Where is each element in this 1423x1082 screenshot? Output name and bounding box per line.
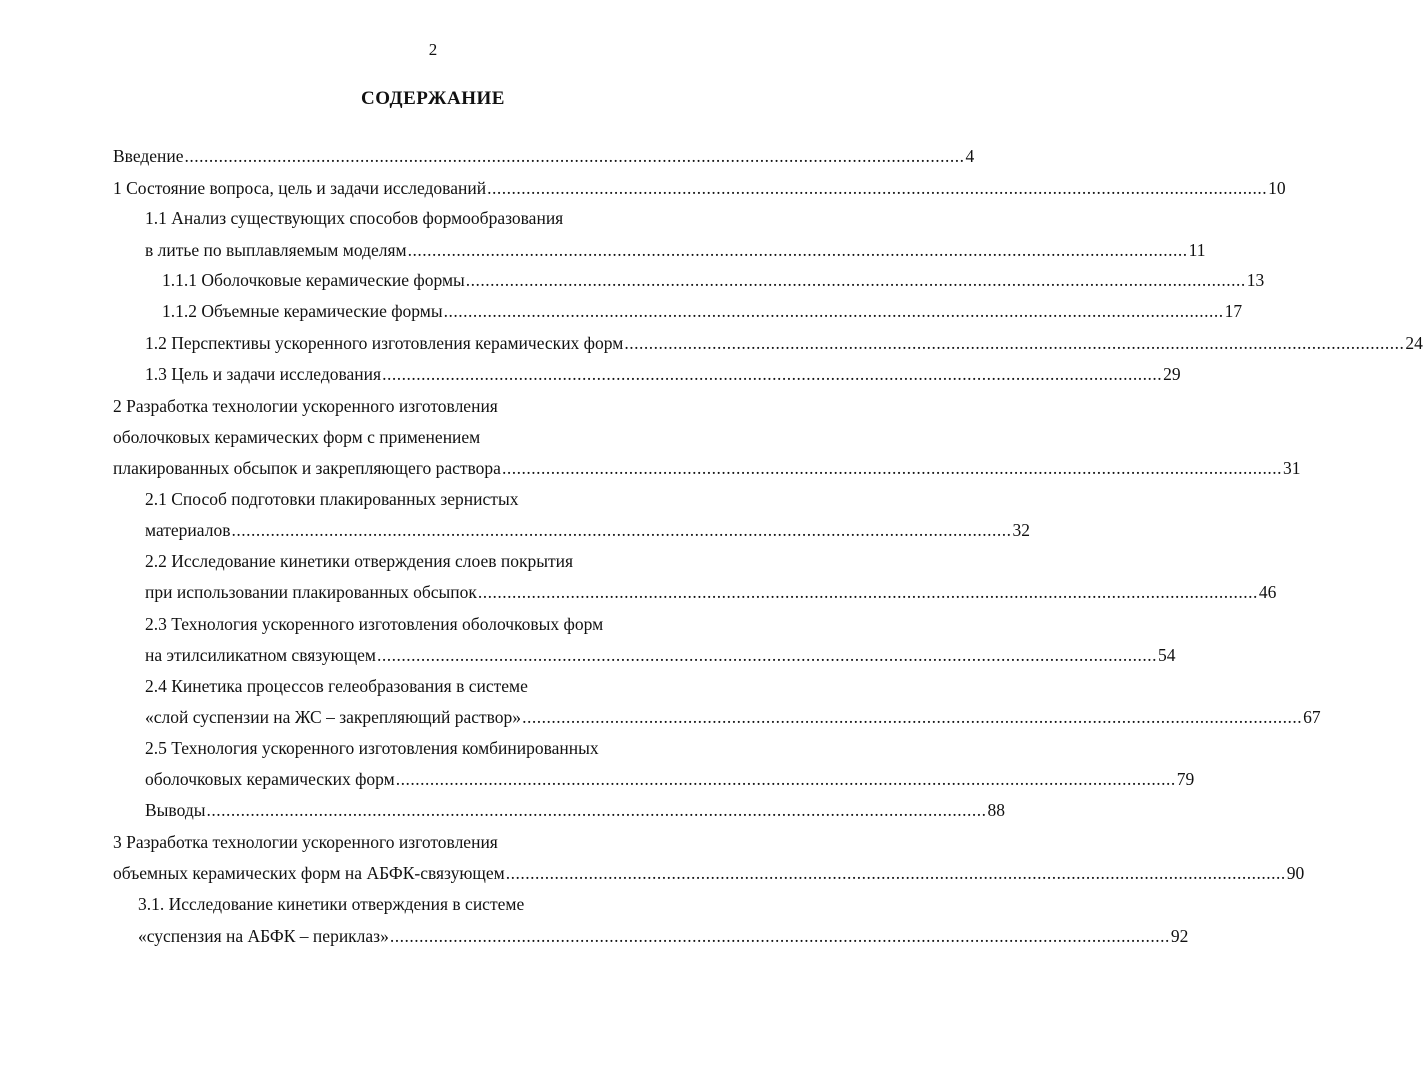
toc-entry-chapter-2-line2: оболочковых керамических форм с применением — [113, 427, 481, 447]
toc-entry-2-1[interactable] — [145, 520, 1030, 544]
toc-entry-2-4-line1: 2.4 Кинетика процессов гелеобразования в системе — [145, 676, 528, 696]
dot-leader: ................................................................................................................................................................ — [376, 645, 1157, 665]
toc-entry-text: плакированных обсыпок и закрепляющего раствора — [113, 458, 501, 478]
toc-entry-3-1-line1: 3.1. Исследование кинетики отверждения в системе — [138, 894, 525, 914]
toc-page-number: 90 — [1286, 863, 1305, 883]
toc-entry-2-4[interactable] — [145, 707, 1321, 731]
toc-entry-chapter-2-line1: 2 Разработка технологии ускоренного изготовления — [113, 396, 498, 416]
toc-entry-chapter-1[interactable] — [113, 178, 1286, 202]
dot-leader: ................................................................................................................................................................ — [487, 178, 1268, 198]
toc-page-number: 32 — [1012, 520, 1030, 540]
toc-entry-text: на этилсиликатном связующем — [145, 645, 376, 665]
toc-entry-text: в литье по выплавляемым моделям — [145, 240, 407, 260]
toc-page-number: 24 — [1405, 333, 1423, 353]
toc-entry-text: «суспензия на АБФК – периклаз» — [138, 926, 389, 946]
toc-page-number: 10 — [1268, 178, 1286, 198]
dot-leader: ................................................................................................................................................................ — [624, 333, 1405, 353]
toc-entry-text: 1.3 Цель и задачи исследования — [145, 364, 382, 384]
dot-leader: ................................................................................................................................................................ — [477, 582, 1258, 602]
dot-leader: ................................................................................................................................................................ — [382, 364, 1163, 384]
toc-entry-1-1-2[interactable] — [162, 301, 1243, 325]
page-number: 2 — [428, 40, 438, 59]
toc-entry-conclusions[interactable] — [145, 800, 1005, 824]
toc-entry-text: 1.2 Перспективы ускоренного изготовления керамических форм — [145, 333, 624, 353]
dot-leader: ................................................................................................................................................................ — [501, 458, 1282, 478]
toc-page-number: 67 — [1303, 707, 1321, 727]
toc-entry-text: объемных керамических форм на АБФК-связующем — [113, 863, 505, 883]
dot-leader: ................................................................................................................................................................ — [407, 240, 1188, 260]
toc-entry-chapter-3[interactable] — [113, 863, 1305, 887]
toc-entry-2-2-line1: 2.2 Исследование кинетики отверждения слоев покрытия — [145, 551, 574, 571]
toc-entry-chapter-3-line1: 3 Разработка технологии ускоренного изготовления — [113, 832, 498, 852]
dot-leader: ................................................................................................................................................................ — [443, 301, 1224, 321]
toc-entry-text: при использовании плакированных обсыпок — [145, 582, 477, 602]
toc-entry-1-1-1[interactable] — [162, 270, 1265, 294]
toc-entry-2-2[interactable] — [145, 582, 1277, 606]
toc-page-number: 46 — [1258, 582, 1277, 602]
toc-entry-intro[interactable] — [113, 146, 975, 170]
dot-leader: ................................................................................................................................................................ — [206, 800, 987, 820]
toc-entry-1-2[interactable] — [145, 333, 1423, 357]
toc-entry-2-5[interactable] — [145, 769, 1195, 793]
toc-entry-text: Выводы — [145, 800, 206, 820]
toc-entry-2-1-line1: 2.1 Способ подготовки плакированных зернистых — [145, 489, 519, 509]
toc-entry-1-3[interactable] — [145, 364, 1181, 388]
dot-leader: ................................................................................................................................................................ — [184, 146, 965, 166]
dot-leader: ................................................................................................................................................................ — [231, 520, 1012, 540]
toc-entry-1-1-line1: 1.1 Анализ существующих способов формообразования — [145, 208, 564, 228]
toc-page-number: 79 — [1176, 769, 1195, 789]
dot-leader: ................................................................................................................................................................ — [465, 270, 1246, 290]
dot-leader: ................................................................................................................................................................ — [522, 707, 1303, 727]
toc-page-number: 29 — [1163, 364, 1181, 384]
toc-entry-text: 1 Состояние вопроса, цель и задачи исследований — [113, 178, 487, 198]
toc-entry-1-1[interactable] — [145, 240, 1206, 264]
toc-page-number: 88 — [987, 800, 1005, 820]
dot-leader: ................................................................................................................................................................ — [389, 926, 1170, 946]
toc-page-number: 92 — [1170, 926, 1189, 946]
toc-entry-text: материалов — [145, 520, 231, 540]
dot-leader: ................................................................................................................................................................ — [505, 863, 1286, 883]
toc-entry-text: 1.1.2 Объемные керамические формы — [162, 301, 443, 321]
toc-page-number: 17 — [1224, 301, 1243, 321]
toc-entry-3-1[interactable] — [138, 926, 1189, 950]
toc-entry-text: оболочковых керамических форм — [145, 769, 395, 789]
toc-page-number: 11 — [1188, 240, 1206, 260]
toc-entry-2-5-line1: 2.5 Технология ускоренного изготовления комбинированных — [145, 738, 599, 758]
toc-page-number: 31 — [1282, 458, 1301, 478]
toc-page-number: 54 — [1157, 645, 1176, 665]
dot-leader: ................................................................................................................................................................ — [395, 769, 1176, 789]
toc-page-number: 13 — [1246, 270, 1265, 290]
toc-entry-chapter-2[interactable] — [113, 458, 1301, 482]
toc-entry-text: «слой суспензии на ЖС – закрепляющий раствор» — [145, 707, 522, 727]
toc-page-number: 4 — [965, 146, 975, 166]
toc-entry-2-3-line1: 2.3 Технология ускоренного изготовления оболочковых форм — [145, 614, 604, 634]
toc-entry-text: 1.1.1 Оболочковые керамические формы — [162, 270, 465, 290]
toc-entry-2-3[interactable] — [145, 645, 1176, 669]
page-title: СОДЕРЖАНИЕ — [361, 88, 505, 109]
toc-entry-text: Введение — [113, 146, 184, 166]
